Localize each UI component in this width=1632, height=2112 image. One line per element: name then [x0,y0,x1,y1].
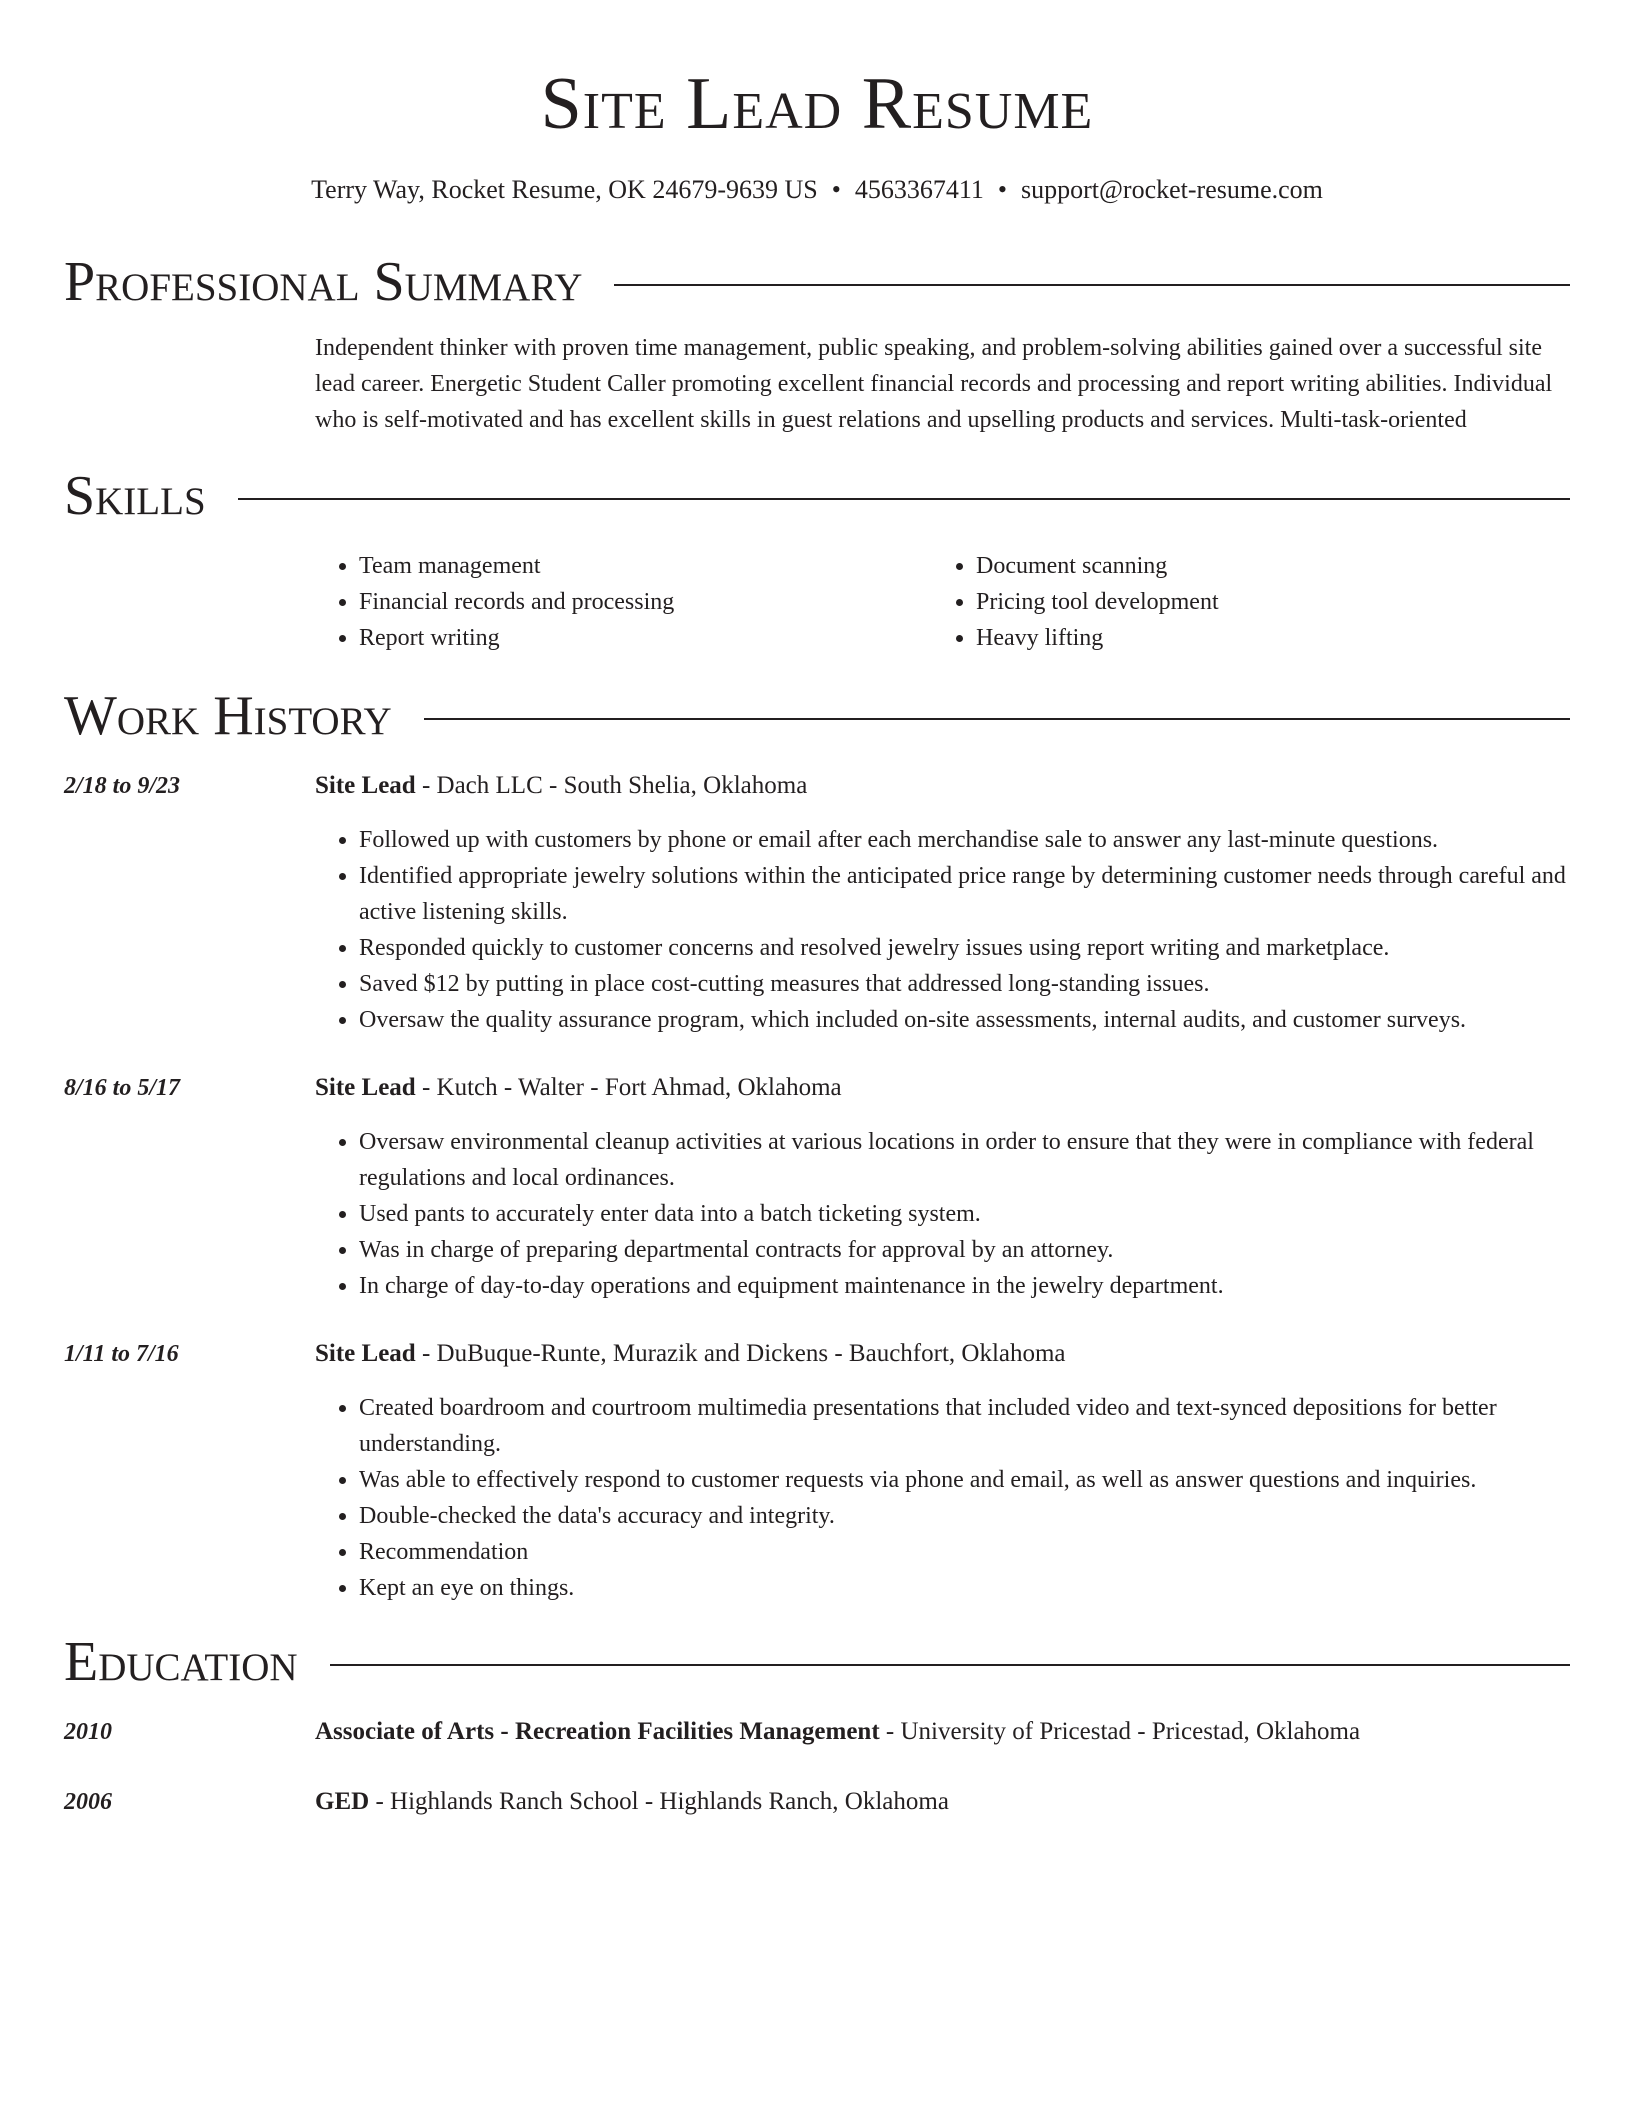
job-details: - DuBuque-Runte, Murazik and Dickens - Bauchfort, Oklahoma [415,1340,1066,1367]
job-bullet: • In charge of day-to-day operations and equipment maintenance in the jewelry department. [359,1268,1570,1304]
job-headline [315,768,1570,804]
skills-column-right [932,548,1549,656]
job-headline [315,1336,1570,1372]
job-entry [64,1070,1570,1304]
skill-item: • Team management [359,548,932,584]
section-heading-education [64,1630,1570,1694]
section-title: Professional Summary [64,251,583,313]
education-details: - Highlands Ranch School - Highlands Ranch, Oklahoma [369,1788,949,1815]
skill-item: • Document scanning [976,548,1549,584]
job-entry [64,1336,1570,1606]
education-year: 2006 [64,1789,112,1815]
section-title: Education [64,1631,298,1693]
job-bullet: • Double-checked the data's accuracy and integrity. [359,1498,1570,1534]
education-year: 2010 [64,1719,112,1745]
section-title: Work History [64,685,392,747]
job-bullets [315,1124,1570,1304]
education-content [315,1784,1570,1820]
job-bullet: • Responded quickly to customer concerns and resolved jewelry issues using report writing and marketplace. [359,930,1570,966]
job-title: Site Lead [315,1340,416,1367]
education-degree: GED [315,1788,370,1815]
contact-address: Terry Way, Rocket Resume, OK 24679-9639 US [311,175,818,204]
education-headline [315,1784,1570,1820]
contact-line [64,174,1570,206]
job-content [315,768,1570,1038]
skill-item: • Pricing tool development [976,584,1549,620]
job-bullet: • Created boardroom and courtroom multimedia presentations that included video and text-synced depositions for better understanding. [359,1390,1570,1462]
job-bullet: • Oversaw the quality assurance program, which included on-site assessments, internal audits, and customer surveys. [359,1002,1570,1038]
skills-column-left [315,548,932,656]
job-dates: 1/11 to 7/16 [64,1341,179,1367]
summary-text: Independent thinker with proven time management, public speaking, and problem-solving abilities gained over a successful site lead career. Energetic Student Caller promoting excellent financial records and processing and report writing abilities. Individual who is self-motivated and has excellent skills in guest relations and upselling products and services. Multi-task-oriented [315,335,1553,433]
contact-separator: • [997,175,1007,204]
job-entry [64,768,1570,1038]
job-bullet: • Used pants to accurately enter data into a batch ticketing system. [359,1196,1570,1232]
job-bullet: • Saved $12 by putting in place cost-cutting measures that addressed long-standing issues. [359,966,1570,1002]
education-headline [315,1714,1570,1750]
job-headline [315,1070,1570,1106]
job-title: Site Lead [315,1074,416,1101]
job-bullet: • Was in charge of preparing departmental contracts for approval by an attorney. [359,1232,1570,1268]
job-bullet: • Kept an eye on things. [359,1570,1570,1606]
education-entry [64,1714,1570,1750]
section-divider [614,284,1570,286]
contact-email: support@rocket-resume.com [1020,175,1323,204]
job-details: - Dach LLC - South Shelia, Oklahoma [415,772,808,799]
skill-item: • Financial records and processing [359,584,932,620]
job-bullet: • Was able to effectively respond to customer requests via phone and email, as well as answer questions and inquiries. [359,1462,1570,1498]
job-bullet: • Recommendation [359,1534,1570,1570]
job-title: Site Lead [315,772,416,799]
job-bullet: • Oversaw environmental cleanup activities at various locations in order to ensure that they were in compliance with federal regulations and local ordinances. [359,1124,1570,1196]
contact-phone: 4563367411 [854,175,984,204]
education-details: - University of Pricestad - Pricestad, Oklahoma [879,1718,1361,1745]
job-content [315,1336,1570,1606]
job-details: - Kutch - Walter - Fort Ahmad, Oklahoma [415,1074,842,1101]
job-dates: 8/16 to 5/17 [64,1075,181,1101]
section-divider [424,718,1570,720]
skill-item: • Heavy lifting [976,620,1549,656]
section-divider [330,1664,1570,1666]
education-content [315,1714,1570,1750]
job-bullets [315,1390,1570,1606]
job-bullet: • Identified appropriate jewelry solutions within the anticipated price range by determining customer needs through careful and active listening skills. [359,858,1570,930]
education-degree: Associate of Arts - Recreation Facilities Management [315,1718,880,1745]
job-content [315,1070,1570,1304]
job-dates: 2/18 to 9/23 [64,773,181,799]
contact-separator: • [831,175,841,204]
skills-list [315,548,1570,656]
section-heading-work [64,684,1570,748]
section-title: Skills [64,465,206,527]
section-heading-skills [64,464,1570,528]
job-bullet: • Followed up with customers by phone or email after each merchandise sale to answer any last-minute questions. [359,822,1570,858]
section-divider [238,498,1570,500]
job-bullets [315,822,1570,1038]
section-heading-summary [64,250,1570,314]
education-entry [64,1784,1570,1820]
skill-item: • Report writing [359,620,932,656]
resume-page [64,0,1570,1820]
page-title: Site Lead Resume [540,63,1094,145]
